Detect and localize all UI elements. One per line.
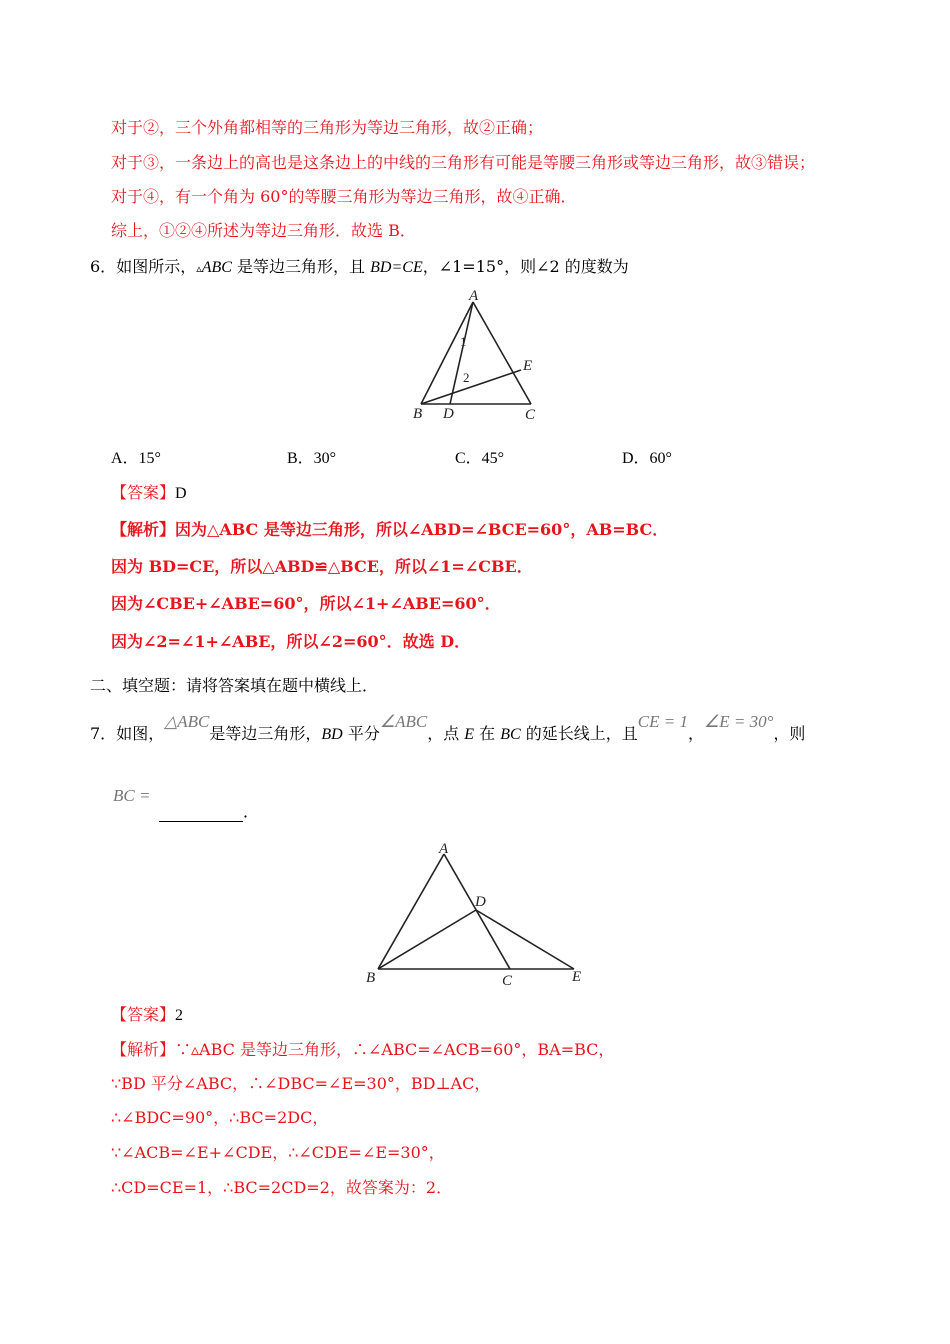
label-B: B — [413, 406, 423, 422]
q7-analysis-line-4: ∵∠ACB=∠E+∠CDE，∴∠CDE=∠E=30°， — [111, 1143, 445, 1162]
q7-analysis-line-5: ∴CD=CE=1，∴BC=2CD=2，故答案为：2． — [111, 1178, 453, 1197]
label-B: B — [366, 970, 376, 986]
q7-blank[interactable]: ． — [159, 802, 259, 822]
q6-analysis-line-2: 因为 BD=CE，所以△ABD≌△BCE，所以∠1=∠CBE． — [111, 557, 533, 576]
label-C: C — [502, 973, 513, 989]
label-E: E — [572, 969, 582, 985]
q7-answer-blank-line: BC = — [113, 786, 151, 805]
label-A: A — [439, 841, 449, 857]
answer-blank[interactable] — [159, 807, 243, 822]
q7-answer: 【答案】2 — [111, 1005, 184, 1024]
q6-option-a[interactable]: A．15° — [111, 450, 161, 467]
q6-analysis-line-4: 因为∠2=∠1+∠ABE，所以∠2=60°．故选 D． — [111, 632, 471, 651]
section-heading-fill-in: 二、填空题：请将答案填在题中横线上． — [90, 676, 379, 695]
label-D: D — [475, 894, 486, 910]
explanation-line-4: 对于④，有一个角为 60°的等腰三角形为等边三角形，故④正确． — [111, 187, 577, 206]
label-D: D — [443, 406, 454, 422]
q6-analysis-line-1: 【解析】因为△ABC 是等边三角形，所以∠ABD=∠BCE=60°，AB=BC． — [111, 520, 669, 539]
q6-option-c[interactable]: C．45° — [455, 450, 505, 467]
question-6: 6．如图所示，▵ABC 是等边三角形，且 BD=CE，∠1=15°，则∠2 的度数为 — [90, 257, 629, 276]
q7-triangle-figure — [360, 836, 592, 992]
explanation-summary: 综上，①②④所述为等边三角形．故选 B． — [111, 221, 416, 240]
question-7: 7．如图，△ABC是等边三角形，BD 平分∠ABC，点 E 在 BC 的延长线上，且CE = 1，∠E = 30°，则 — [90, 712, 806, 743]
q7-analysis-line-3: ∴∠BDC=90°，∴BC=2DC， — [111, 1108, 329, 1127]
q6-option-d[interactable]: D．60° — [622, 450, 672, 467]
q6-answer: 【答案】D — [111, 483, 187, 502]
explanation-line-2: 对于②，三个外角都相等的三角形为等边三角形，故②正确； — [111, 118, 544, 137]
q6-analysis-line-3: 因为∠CBE+∠ABE=60°，所以∠1+∠ABE=60°． — [111, 594, 501, 613]
q6-triangle-figure — [405, 288, 555, 426]
question-number: 6． — [90, 257, 117, 276]
explanation-line-3: 对于③，一条边上的高也是这条边上的中线的三角形有可能是等腰三角形或等边三角形，故③错误； — [111, 153, 816, 172]
label-C: C — [525, 407, 536, 423]
label-E: E — [523, 358, 533, 374]
angle-1-label: 1 — [460, 334, 467, 349]
question-number: 7． — [90, 724, 117, 743]
angle-2-label: 2 — [463, 370, 470, 385]
q6-option-b[interactable]: B．30° — [287, 450, 337, 467]
q7-analysis-line-2: ∵BD 平分∠ABC，∴∠DBC=∠E=30°，BD⊥AC， — [111, 1074, 491, 1093]
q7-analysis-line-1: 【解析】∵▵ABC 是等边三角形，∴∠ABC=∠ACB=60°，BA=BC， — [111, 1040, 615, 1059]
label-A: A — [469, 288, 479, 304]
